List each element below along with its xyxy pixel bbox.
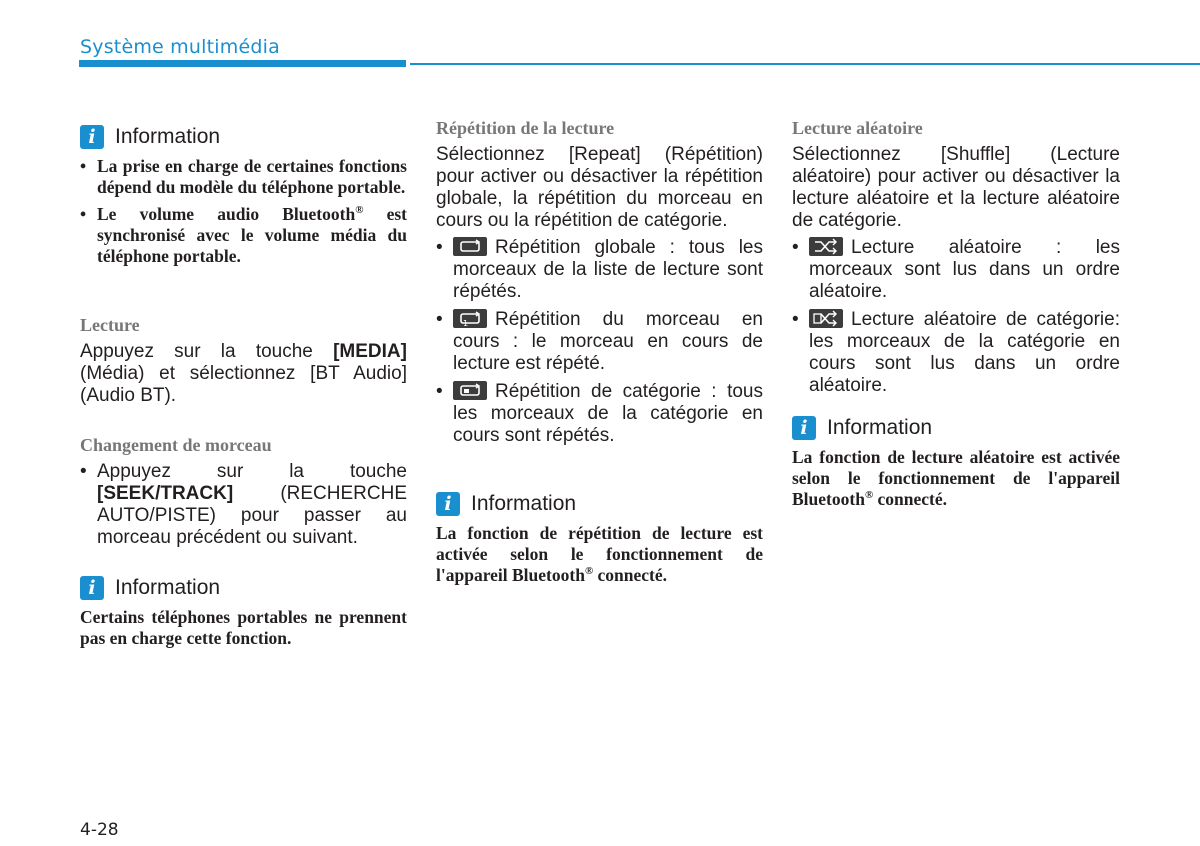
info-title: Information: [827, 416, 933, 439]
shuffle-mode-item: • Lecture aléatoire de catégorie: les morceaux de la catégorie en cours sont lus dans un ordre aléatoire.: [792, 309, 1120, 397]
shuffle-icon: [809, 237, 843, 256]
shuffle-category-icon: [809, 309, 843, 328]
info-text: La fonction de répétition de lecture est activée selon le fonctionnement de l'appareil Bluetooth® connecté.: [436, 523, 763, 585]
repeat-mode-item: • Répétition de catégorie : tous les morceaux de la catégorie en cours sont répétés.: [436, 381, 763, 447]
section-lecture: [80, 315, 407, 407]
svg-text:1: • 1: [463, 319, 469, 328]
section-repetition: [436, 118, 763, 453]
repeat-mode-item: • 1 Répétition du morceau en cours : le morceau en cours de lecture est répété.: [436, 309, 763, 375]
info-text: La fonction de lecture aléatoire est activée selon le fonctionnement de l'appareil Bluetooth® connecté.: [792, 447, 1120, 509]
info-header: [436, 489, 763, 519]
info-list: [80, 156, 407, 267]
section-list-item: • Appuyez sur la touche [SEEK/TRACK] (RECHERCHE AUTO/PISTE) pour passer au morceau précédent ou suivant.: [80, 461, 407, 549]
seek-track-key: [SEEK/TRACK]: [97, 483, 234, 504]
info-box-support: [80, 573, 407, 649]
info-header: [80, 122, 407, 152]
info-header: [80, 573, 407, 603]
section-list: [80, 461, 407, 549]
section-heading: Lecture: [80, 315, 140, 335]
info-text: Certains téléphones portables ne prennent pas en charge cette fonction.: [80, 607, 407, 648]
repeat-mode-item: • Répétition globale : tous les morceaux de la liste de lecture sont répétés.: [436, 237, 763, 303]
info-list-item: • Le volume audio Bluetooth® est synchronisé avec le volume média du téléphone portable.: [80, 204, 407, 267]
shuffle-mode-item: • Lecture aléatoire : les morceaux sont lus dans un ordre aléatoire.: [792, 237, 1120, 303]
repeat-one-icon: [453, 309, 487, 328]
section-title: Système multimédia: [80, 36, 280, 58]
info-header: [792, 413, 1120, 443]
shuffle-modes-list: [792, 237, 1120, 397]
info-title: Information: [471, 492, 577, 515]
section-heading: Lecture aléatoire: [792, 118, 923, 138]
section-heading: Changement de morceau: [80, 435, 272, 455]
info-box-compatibility: [80, 122, 407, 273]
header-rule-accent: [79, 60, 406, 67]
section-text: Sélectionnez [Repeat] (Répétition) pour activer ou désactiver la répétition globale, la répétition du morceau en cours ou la répétition de catégorie.: [436, 144, 763, 231]
info-icon: i: [792, 416, 816, 440]
repeat-all-icon: [453, 237, 487, 256]
info-list-item: • La prise en charge de certaines fonctions dépend du modèle du téléphone portable.: [80, 156, 407, 198]
info-title: Information: [115, 125, 221, 148]
section-aleatoire: [792, 118, 1120, 403]
info-box-shuffle: [792, 413, 1120, 510]
info-box-repeat: [436, 489, 763, 586]
repeat-modes-list: [436, 237, 763, 447]
header-rule: [410, 63, 1200, 65]
info-icon: i: [80, 125, 104, 149]
page-number: 4-28: [80, 820, 119, 840]
info-icon: i: [80, 576, 104, 600]
section-text: Sélectionnez [Shuffle] (Lecture aléatoire) pour activer ou désactiver la lecture aléatoire et la lecture aléatoire de catégorie.: [792, 144, 1120, 231]
media-key: [MEDIA]: [333, 341, 407, 362]
section-text: Appuyez sur la touche [MEDIA] (Média) et sélectionnez [BT Audio] (Audio BT).: [80, 341, 407, 406]
repeat-category-icon: [453, 381, 487, 400]
info-icon: i: [436, 492, 460, 516]
section-heading: Répétition de la lecture: [436, 118, 615, 138]
info-title: Information: [115, 576, 221, 599]
section-changement: [80, 435, 407, 555]
